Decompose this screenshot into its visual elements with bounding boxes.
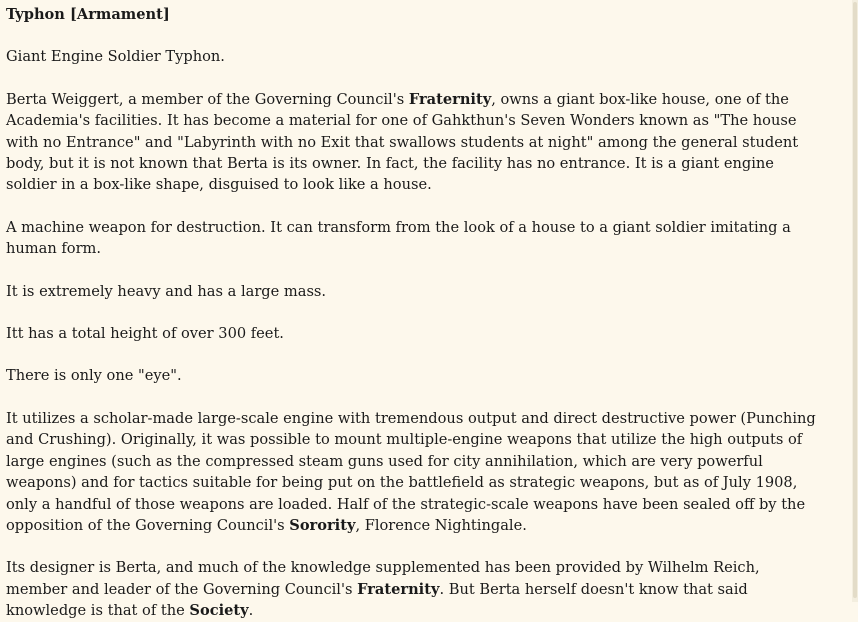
engine-text-end: , Florence Nightingale.	[355, 516, 527, 534]
society-term: Society	[189, 602, 249, 620]
fraternity-term-2: Fraternity	[357, 580, 440, 598]
engine-paragraph	[6, 408, 824, 536]
height-paragraph: Itt has a total height of over 300 feet.	[6, 325, 284, 343]
article-title: Typhon [Armament]	[6, 6, 170, 23]
owner-text-end: , owns a giant box-like house, one of the Academia's facilities. It has become a material for one of Gahkthun's Seven Wonders known as "The house with no Entrance" and "Labyrinth with no Exit that swallows students at night" among the general student body, but it is not known that Berta is its owner. In fact, the facility has no entrance. It is a giant engine soldier in a box-like shape, disguised to look like a house.	[6, 90, 799, 194]
vertical-scrollbar[interactable]	[852, 0, 858, 602]
eye-paragraph: There is only one "eye".	[6, 367, 182, 385]
engine-text-start: It utilizes a scholar-made large-scale engine with tremendous output and direct destructive power (Punching and Crushing). Originally, it was possible to mount multiple-engine weapons that utilize the high outputs of large engines (such as the compressed steam guns used for city annihilation, which are very powerful weapons) and for tactics suitable for being put on the battlefield as strategic weapons, but as of July 1908, only a handful of those weapons are loaded. Half of the strategic-scale weapons have been sealed off by the opposition of the Governing Council's	[6, 409, 816, 534]
designer-text-start: Its designer is Berta, and much of the knowledge supplemented has been provided by Wilhelm Reich, member and leader of the Governing Council's	[6, 559, 760, 598]
designer-paragraph	[6, 557, 824, 621]
owner-paragraph	[6, 89, 824, 196]
mass-paragraph: It is extremely heavy and has a large mass.	[6, 282, 327, 300]
intro-paragraph: Giant Engine Soldier Typhon.	[6, 48, 225, 66]
fraternity-term: Fraternity	[408, 90, 492, 108]
designer-text-middle: . But Berta herself doesn't know that said knowledge is that of the	[6, 580, 748, 620]
weapon-paragraph: A machine weapon for destruction. It can transform from the look of a house to a giant soldier imitating a human form.	[6, 218, 791, 258]
scrollbar-thumb[interactable]	[853, 2, 857, 598]
owner-text-start: Berta Weiggert, a member of the Governing Council's	[6, 90, 409, 108]
sorority-term: Sorority	[289, 516, 356, 534]
designer-text-end: .	[248, 602, 254, 620]
